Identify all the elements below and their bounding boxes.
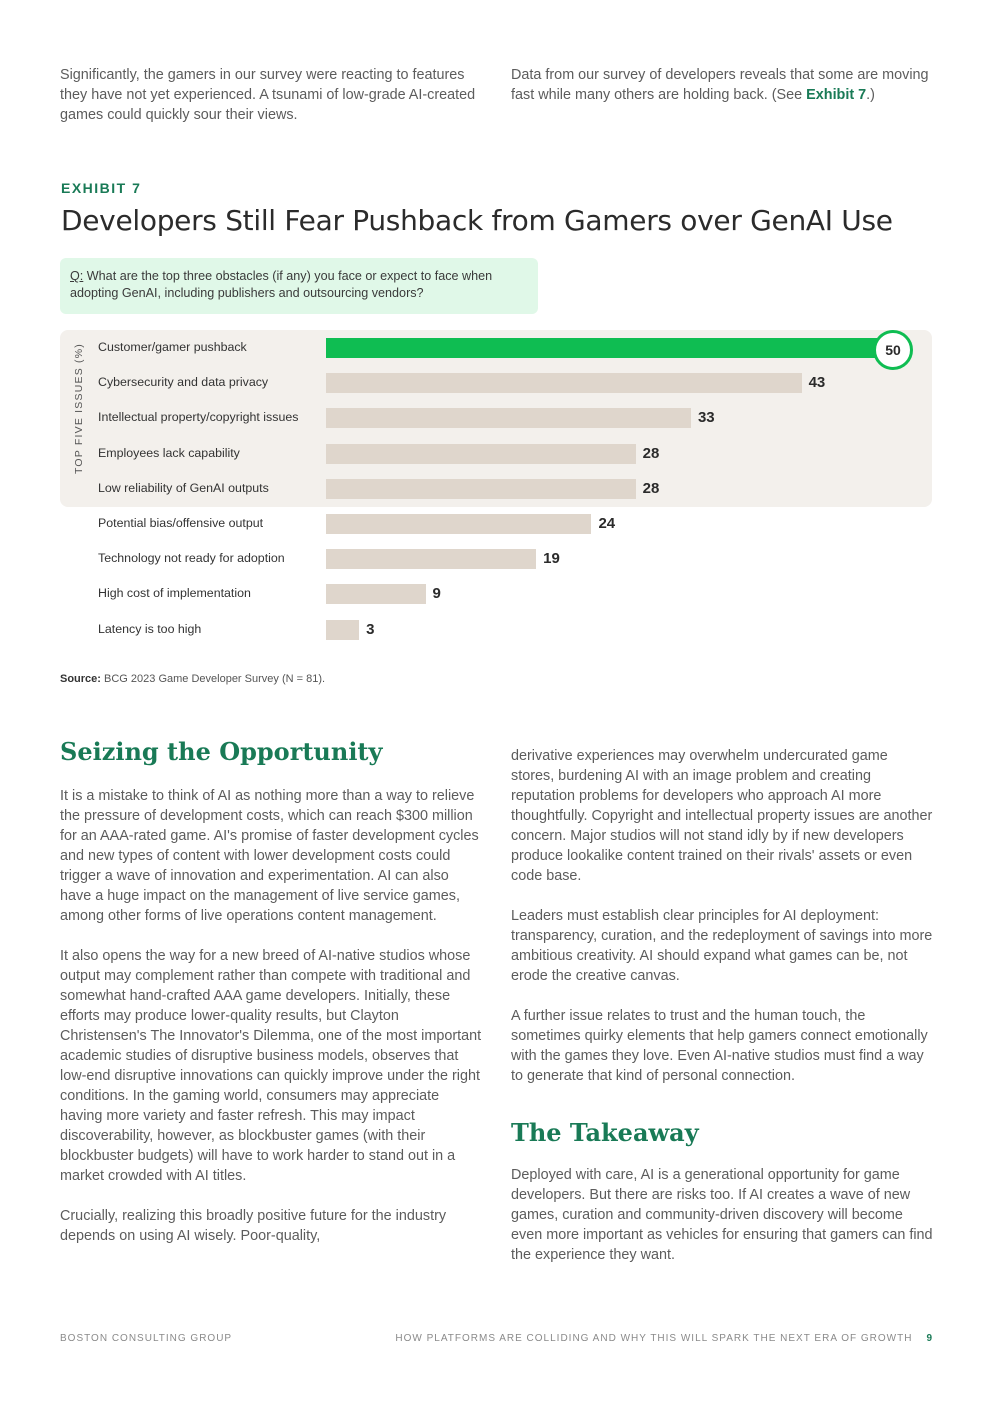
footer-report-title: HOW PLATFORMS ARE COLLIDING AND WHY THIS WILL SPARK THE NEXT ERA OF GROWTH: [395, 1333, 913, 1344]
right-column: [511, 746, 933, 1285]
intro-left-paragraph: Significantly, the gamers in our survey were reacting to features they have not yet experienced. A tsunami of low-grade AI-created games could quickly sour their views.: [60, 67, 476, 123]
bar: [326, 444, 636, 464]
bar: [326, 479, 636, 499]
bar: [326, 373, 802, 393]
takeaway-heading: The Takeaway: [511, 1118, 699, 1147]
bar-value-label: 28: [642, 445, 660, 462]
bar: [326, 514, 591, 534]
top-five-axis-label: TOP FIVE ISSUES (%): [73, 343, 85, 474]
source-note: [60, 673, 325, 685]
bar-label: Technology not ready for adoption: [98, 551, 285, 565]
bar-chart: [0, 0, 992, 700]
bar-label: Employees lack capability: [98, 446, 240, 460]
bar-label: Cybersecurity and data privacy: [98, 375, 269, 389]
intro-right-text: Data from our survey of developers reveals that some are moving fast while many others are holding back. (See: [511, 67, 929, 103]
bar: [326, 408, 691, 428]
footer-left: BOSTON CONSULTING GROUP: [60, 1333, 233, 1344]
bar-value-label: 28: [642, 480, 660, 497]
right-paragraph-2: Leaders must establish clear principles for AI deployment: transparency, curation, and the redeployment of savings into more ambitious creativity. AI should expand what games can be, not erode the creative canvas.: [511, 908, 933, 984]
bar-value-label: 24: [598, 515, 616, 532]
left-paragraph-1: It is a mistake to think of AI as nothing more than a way to relieve the pressure of development costs, which can reach $300 million for an AAA-rated game. AI's promise of faster development cycles and new types of content with lower development costs could trigger a wave of innovation and experimentation. AI can also have a huge impact on the management of live service games, among other forms of live operations content management.: [60, 788, 479, 924]
exhibit-7-link[interactable]: Exhibit 7: [806, 87, 867, 103]
left-paragraph-3: Crucially, realizing this broadly positive future for the industry depends on using AI wisely. Poor-quality,: [60, 1208, 447, 1244]
intro-right-tail: .): [866, 87, 875, 103]
exhibit-label: EXHIBIT 7: [61, 180, 142, 196]
question-prefix: Q:: [70, 269, 84, 283]
bar-value-label: 3: [366, 621, 375, 638]
bar-value-label: 19: [543, 550, 560, 567]
bar-value-label: 43: [808, 374, 826, 391]
bar-label: High cost of implementation: [98, 586, 251, 600]
footer-right: [395, 1333, 933, 1344]
right-paragraph-3: A further issue relates to trust and the human touch, the sometimes quirky elements that help gamers connect emotionally with the games they love. Even AI-native studios must find a way to generate that kind of personal connection.: [511, 1008, 928, 1084]
question-text: What are the top three obstacles (if any) you face or expect to face when adopting GenAI, including publishers and outsourcing vendors?: [70, 269, 493, 300]
source-label: Source:: [60, 673, 101, 685]
source-text: BCG 2023 Game Developer Survey (N = 81).: [100, 673, 326, 685]
seizing-heading: Seizing the Opportunity: [60, 737, 383, 766]
bar: [326, 549, 536, 569]
bar-value-label: 9: [432, 585, 441, 602]
bar-value-label: 50: [873, 330, 913, 370]
page-number: 9: [926, 1333, 933, 1344]
takeaway-paragraph: Deployed with care, AI is a generational opportunity for game developers. But there are risks too. If AI creates a wave of new games, curation and community-driven discovery will become even more important as vehicles for ensuring that gamers can find the experience they want.: [511, 1167, 933, 1263]
bar: [326, 584, 426, 604]
bar-value-label: 33: [697, 409, 715, 426]
exhibit-title: Developers Still Fear Pushback from Gamers over GenAI Use: [61, 204, 893, 237]
left-column: [60, 737, 482, 1266]
right-paragraph-1: derivative experiences may overwhelm undercurated game stores, burdening AI with an image problem and creating reputation problems for developers who approach AI more thoughtfully. Copyright and intellectual property issues are another concern. Major studios will not stand idly by if new developers produce lookalike content trained on their rivals' assets or even code base.: [511, 748, 933, 884]
bar-label: Customer/gamer pushback: [98, 340, 247, 354]
bar-label: Latency is too high: [98, 622, 202, 636]
bar-label: Low reliability of GenAI outputs: [98, 481, 269, 495]
bar-label: Potential bias/offensive output: [98, 516, 264, 530]
bar: [326, 338, 879, 358]
bar-label: Intellectual property/copyright issues: [98, 410, 299, 424]
left-paragraph-2: It also opens the way for a new breed of AI-native studios whose output may complement rather than compete with traditional and somewhat hand-crafted AAA game developers. Initially, these efforts may produce lower-quality results, but Clayton Christensen's The Innovator's Dilemma, one of the most important academic studies of disruptive business models, observes that low-end disruptive innovations can quickly improve under the right conditions. In the gaming world, consumers may appreciate having more variety and faster refresh. This may impact discoverability, however, as blockbuster games (with their blockbuster budgets) will have to work harder to stand out in a market crowded with AI titles.: [60, 948, 482, 1184]
bar: [326, 620, 359, 640]
